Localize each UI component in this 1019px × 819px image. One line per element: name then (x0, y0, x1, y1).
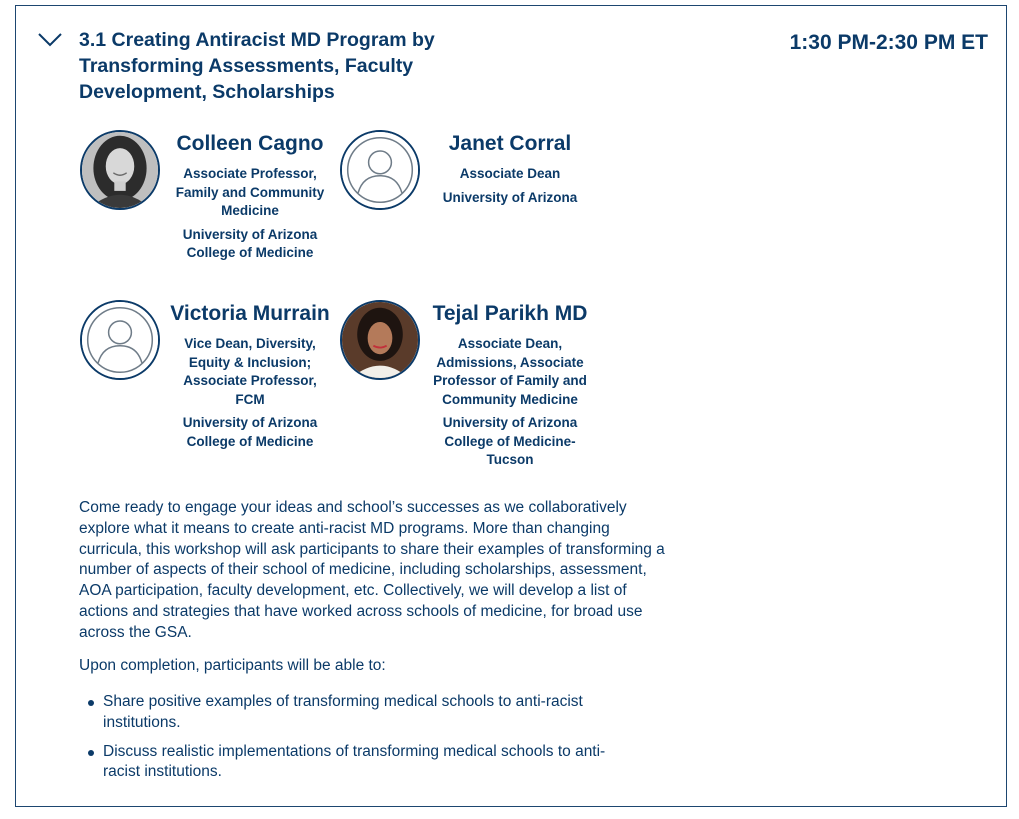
bullet-icon (88, 700, 94, 706)
speaker-role: Associate Professor, Family and Community Medicine (175, 166, 325, 218)
speaker-role: Associate Dean (459, 166, 561, 181)
speaker-org: University of Arizona College of Medicine (182, 226, 318, 260)
speaker-info (165, 301, 335, 451)
speaker-name: Colleen Cagno (176, 132, 324, 155)
speaker-name: Victoria Murrain (170, 302, 330, 325)
speaker-org: University of Arizona College of Medicine-Tucson (442, 415, 578, 467)
speaker-org: University of Arizona College of Medicine (182, 415, 318, 449)
placeholder-person-icon (340, 130, 420, 210)
speaker-info (430, 131, 590, 207)
session-time: 1:30 PM-2:30 PM ET (789, 31, 988, 54)
outcome-text: Discuss realistic implementations of transforming medical schools to anti-racist institutions. (103, 742, 606, 781)
chevron-down-icon[interactable] (36, 30, 64, 50)
speaker-photo (340, 300, 420, 380)
speaker-info (425, 301, 595, 470)
outcome-text: Share positive examples of transforming medical schools to anti-racist institutions. (103, 693, 583, 731)
bullet-icon (88, 750, 94, 756)
speaker-name: Janet Corral (448, 132, 572, 155)
speaker-org: University of Arizona (442, 189, 578, 205)
session-title[interactable]: 3.1 Creating Antiracist MD Program by Transforming Assessments, Faculty Development, Scholarships (79, 29, 435, 103)
speaker-info (170, 131, 330, 263)
speaker-name: Tejal Parikh MD (432, 302, 588, 325)
speaker-role: Associate Dean, Admissions, Associate Professor of Family and Community Medicine (433, 336, 587, 407)
outcomes-list (79, 692, 639, 791)
session-description: Come ready to engage your ideas and school’s successes as we collaboratively explore what it means to create anti-racist MD programs. More than changing curricula, this workshop will ask participants to share their examples of transforming a number of aspects of their school of medicine, including scholarships, assessment, AOA participation, faculty development, etc. Collectively, we will develop a list of actions and strategies that have worked across schools of medicine, for broad use across the GSA. (79, 499, 665, 641)
list-item (79, 742, 639, 784)
placeholder-person-icon (80, 300, 160, 380)
speaker-photo (80, 130, 160, 210)
outcomes-intro: Upon completion, participants will be able to: (79, 657, 386, 674)
list-item (79, 692, 639, 734)
speaker-role: Vice Dean, Diversity, Equity & Inclusion; Associate Professor, FCM (183, 336, 317, 407)
